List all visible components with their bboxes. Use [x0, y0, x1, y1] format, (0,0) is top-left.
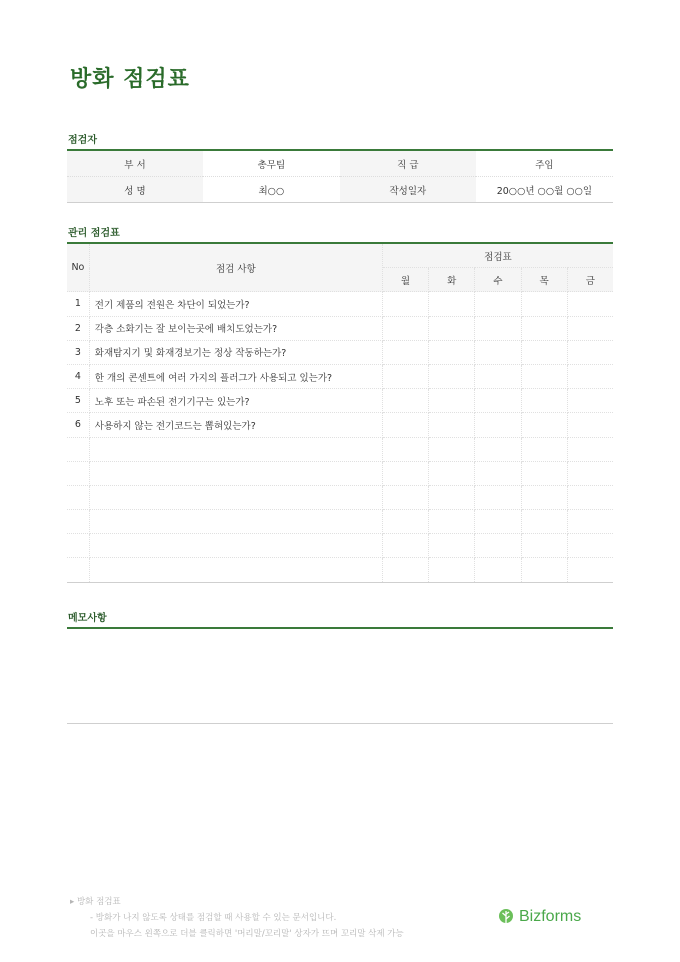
check-cell[interactable] — [475, 558, 521, 582]
row-item — [89, 461, 382, 485]
checklist-section-label: 관리 점검표 — [68, 228, 120, 239]
checklist-row — [67, 461, 613, 485]
check-cell[interactable] — [429, 485, 475, 509]
row-number — [67, 558, 89, 582]
inspector-row — [67, 177, 613, 203]
check-cell[interactable] — [521, 485, 567, 509]
day-header-tue: 화 — [429, 268, 475, 292]
check-cell[interactable] — [521, 461, 567, 485]
check-cell[interactable] — [521, 437, 567, 461]
dept-value: 총무팀 — [203, 150, 340, 177]
check-cell[interactable] — [521, 413, 567, 437]
check-cell[interactable] — [382, 485, 428, 509]
check-cell[interactable] — [382, 364, 428, 388]
check-cell[interactable] — [382, 389, 428, 413]
day-header-wed: 수 — [475, 268, 521, 292]
check-cell[interactable] — [382, 340, 428, 364]
brand-logo — [497, 908, 581, 926]
rank-value: 주임 — [476, 150, 613, 177]
row-number: 2 — [67, 316, 89, 340]
row-item: 화재탐지기 및 화재경보기는 정상 작동하는가? — [89, 340, 382, 364]
check-cell[interactable] — [475, 316, 521, 340]
checklist-row — [67, 292, 613, 316]
check-cell[interactable] — [475, 485, 521, 509]
row-item — [89, 485, 382, 509]
check-cell[interactable] — [382, 510, 428, 534]
check-cell[interactable] — [475, 340, 521, 364]
check-cell[interactable] — [429, 292, 475, 316]
footer-title: 방화 점검표 — [76, 897, 121, 907]
check-cell[interactable] — [567, 558, 613, 582]
dept-label: 부 서 — [67, 150, 203, 177]
row-number — [67, 510, 89, 534]
row-number: 4 — [67, 364, 89, 388]
date-value: 20○○년 ○○월 ○○일 — [496, 185, 593, 197]
check-cell[interactable] — [429, 364, 475, 388]
check-cell[interactable] — [567, 437, 613, 461]
date-label: 작성일자 — [340, 177, 476, 203]
check-cell[interactable] — [567, 413, 613, 437]
leaf-icon — [497, 908, 515, 926]
check-cell[interactable] — [382, 461, 428, 485]
checklist-row — [67, 316, 613, 340]
check-cell[interactable] — [475, 437, 521, 461]
brand-name: Bizforms — [519, 908, 582, 925]
checklist-row — [67, 558, 613, 582]
row-number: 1 — [67, 292, 89, 316]
row-item — [89, 534, 382, 558]
check-cell[interactable] — [429, 461, 475, 485]
day-header-thu: 목 — [521, 268, 567, 292]
checklist-body — [67, 292, 613, 582]
row-number: 5 — [67, 389, 89, 413]
check-cell[interactable] — [429, 534, 475, 558]
check-cell[interactable] — [521, 364, 567, 388]
checklist-row — [67, 413, 613, 437]
checklist-row — [67, 389, 613, 413]
check-cell[interactable] — [475, 461, 521, 485]
col-group-header: 점검표 — [382, 243, 613, 268]
check-cell[interactable] — [429, 437, 475, 461]
check-cell[interactable] — [521, 534, 567, 558]
checklist-row — [67, 340, 613, 364]
check-cell[interactable] — [382, 413, 428, 437]
row-number — [67, 485, 89, 509]
footer-hint: 이곳을 마우스 왼쪽으로 더블 클릭하면 '머리말/꼬리말' 상자가 뜨며 꼬리말 삭제 가능 — [90, 929, 404, 939]
check-cell[interactable] — [521, 558, 567, 582]
checklist-row — [67, 485, 613, 509]
check-cell[interactable] — [429, 558, 475, 582]
row-item: 사용하지 않는 전기코드는 뽑혀있는가? — [89, 413, 382, 437]
checklist-row — [67, 437, 613, 461]
check-cell[interactable] — [475, 292, 521, 316]
row-number — [67, 437, 89, 461]
check-cell[interactable] — [567, 510, 613, 534]
check-cell[interactable] — [382, 437, 428, 461]
check-cell[interactable] — [429, 389, 475, 413]
row-number: 3 — [67, 340, 89, 364]
check-cell[interactable] — [567, 292, 613, 316]
check-cell[interactable] — [567, 389, 613, 413]
check-cell[interactable] — [475, 413, 521, 437]
page-title: 방화 점검표 — [70, 67, 190, 92]
inspector-table — [67, 149, 613, 203]
rank-label: 직 급 — [340, 150, 476, 177]
check-cell[interactable] — [521, 292, 567, 316]
memo-top-rule — [67, 627, 613, 629]
row-item: 전기 제품의 전원은 차단이 되었는가? — [89, 292, 382, 316]
check-cell[interactable] — [567, 461, 613, 485]
row-number: 6 — [67, 413, 89, 437]
checklist-table — [67, 242, 613, 583]
bullet-icon: ▸ — [70, 897, 77, 907]
check-cell[interactable] — [567, 485, 613, 509]
col-item-header: 점검 사항 — [89, 243, 382, 292]
check-cell[interactable] — [429, 413, 475, 437]
inspector-section-label: 점검자 — [68, 135, 97, 146]
check-cell[interactable] — [567, 534, 613, 558]
check-cell[interactable] — [382, 292, 428, 316]
row-item: 노후 또는 파손된 전기기구는 있는가? — [89, 389, 382, 413]
check-cell[interactable] — [429, 340, 475, 364]
check-cell[interactable] — [567, 316, 613, 340]
col-no-header: No — [67, 243, 89, 292]
check-cell[interactable] — [475, 534, 521, 558]
check-cell[interactable] — [567, 364, 613, 388]
row-item — [89, 437, 382, 461]
checklist-row — [67, 510, 613, 534]
memo-area[interactable] — [67, 723, 613, 724]
check-cell[interactable] — [429, 510, 475, 534]
day-header-mon: 월 — [382, 268, 428, 292]
name-label: 성 명 — [67, 177, 203, 203]
row-item — [89, 558, 382, 582]
check-cell[interactable] — [475, 510, 521, 534]
row-item: 각층 소화기는 잘 보이는곳에 배치도었는가? — [89, 316, 382, 340]
day-header-fri: 금 — [567, 268, 613, 292]
row-number — [67, 461, 89, 485]
check-cell[interactable] — [521, 316, 567, 340]
checklist-row — [67, 534, 613, 558]
memo-section-label: 메모사항 — [68, 613, 107, 624]
footer[interactable] — [70, 894, 404, 942]
checklist-row — [67, 364, 613, 388]
name-value: 최○○ — [258, 185, 285, 197]
row-item — [89, 510, 382, 534]
check-cell[interactable] — [521, 340, 567, 364]
inspector-row — [67, 150, 613, 177]
check-cell[interactable] — [567, 340, 613, 364]
row-number — [67, 534, 89, 558]
check-cell[interactable] — [382, 534, 428, 558]
check-cell[interactable] — [429, 316, 475, 340]
check-cell[interactable] — [521, 389, 567, 413]
check-cell[interactable] — [521, 510, 567, 534]
row-item: 한 개의 콘센트에 여러 가지의 플러그가 사용되고 있는가? — [89, 364, 382, 388]
footer-desc: - 방화가 나지 않도록 상태를 점검할 때 사용할 수 있는 문서입니다. — [90, 913, 337, 923]
check-cell[interactable] — [382, 316, 428, 340]
check-cell[interactable] — [382, 558, 428, 582]
check-cell[interactable] — [475, 389, 521, 413]
check-cell[interactable] — [475, 364, 521, 388]
